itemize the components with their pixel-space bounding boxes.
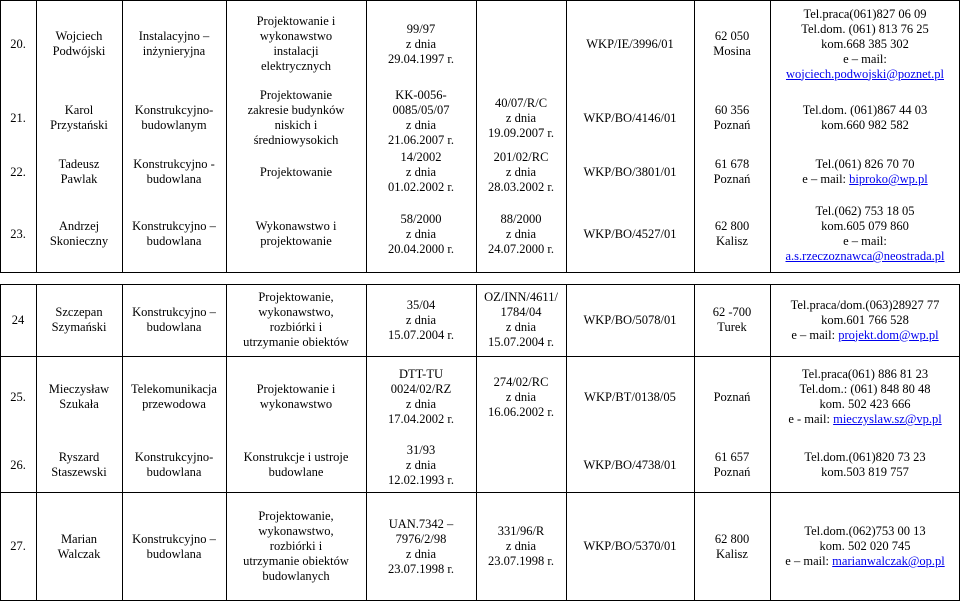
contact-text: kom.503 819 757	[821, 465, 909, 479]
contact-text: Tel.praca(061)827 06 09	[803, 6, 927, 21]
license-decision-line: z dnia	[405, 312, 437, 327]
scope-cell	[226, 196, 366, 272]
appointment-decision-line: 15.07.2004 r.	[488, 335, 554, 349]
appointment-decision-cell	[476, 356, 566, 438]
specialty-line: Konstrukcyjno –	[132, 219, 216, 233]
postal-town-line: Kalisz	[716, 234, 748, 248]
postal-town-line: 61 657	[714, 450, 750, 464]
contact-info-cell	[770, 0, 960, 88]
specialty-cell	[122, 196, 226, 272]
contact-text: Tel.dom.(062)753 00 13	[804, 524, 926, 538]
grid-line	[0, 284, 1, 600]
appointment-decision-line: z dnia	[505, 320, 537, 334]
postal-town-cell	[694, 438, 770, 492]
specialty-line: Konstrukcyjno –	[132, 531, 216, 546]
postal-town-line: Poznań	[713, 465, 751, 479]
license-decision-line: 29.04.1997 r.	[388, 51, 454, 66]
postal-town-line: 62 050	[714, 29, 750, 43]
postal-town-line: Poznań	[713, 172, 751, 186]
license-decision-line: 23.07.1998 r.	[388, 561, 454, 576]
row-number-text: 20.	[10, 36, 26, 51]
expert-name-line: Ryszard	[58, 450, 100, 464]
registration-number-cell	[566, 196, 694, 272]
appointment-decision-cell	[476, 0, 566, 88]
registration-number-cell	[566, 438, 694, 492]
appointment-decision-line: z dnia	[505, 164, 537, 179]
scope-line: utrzymanie obiektów	[243, 554, 349, 568]
expert-name-cell	[36, 356, 122, 438]
license-decision-cell	[366, 148, 476, 196]
scope-cell	[226, 0, 366, 88]
grid-line	[36, 0, 37, 272]
postal-town-line: 60 356	[714, 103, 750, 117]
expert-name-cell	[36, 492, 122, 601]
contact-line	[770, 450, 960, 465]
grid-line	[694, 284, 695, 600]
license-decision-line: z dnia	[405, 226, 437, 241]
contact-text: Tel.dom. (061) 813 76 25	[801, 21, 929, 36]
contact-line	[770, 157, 960, 172]
registration-number-cell	[566, 284, 694, 356]
scope-line: wykonawstwo	[259, 29, 333, 43]
contact-line	[770, 328, 960, 343]
scope-line: utrzymanie obiektów	[243, 335, 349, 349]
appointment-decision-line: 16.06.2002 r.	[488, 404, 554, 419]
specialty-cell	[122, 0, 226, 88]
contact-text: Tel.praca(061) 886 81 23	[801, 367, 929, 381]
grid-line	[0, 356, 960, 357]
contact-line	[770, 37, 960, 52]
license-decision-line: z dnia	[405, 397, 437, 411]
appointment-decision-cell	[476, 284, 566, 356]
contact-info-cell	[770, 492, 960, 601]
scope-line: Konstrukcje i ustroje	[243, 450, 349, 464]
row-number-cell	[0, 356, 36, 438]
scope-line: niskich i	[274, 118, 318, 132]
contact-line	[770, 52, 960, 67]
expert-name-line: Szczepan	[55, 305, 103, 319]
appointment-decision-line: z dnia	[505, 226, 537, 241]
license-decision-line: z dnia	[405, 36, 437, 51]
specialty-cell	[122, 356, 226, 438]
contact-info-cell	[770, 356, 960, 438]
license-decision-line: 31/93	[406, 442, 436, 457]
registration-number-text: WKP/BO/5078/01	[583, 312, 677, 327]
table-row	[0, 492, 960, 601]
grid-line	[122, 284, 123, 600]
expert-name-line: Podwójski	[52, 44, 106, 58]
license-decision-line: z dnia	[405, 118, 437, 132]
row-number-text: 27.	[10, 539, 26, 553]
contact-line	[770, 249, 960, 264]
license-decision-cell	[366, 196, 476, 272]
contact-info-cell	[770, 148, 960, 196]
scope-line: Projektowanie i	[256, 14, 336, 28]
contact-line	[770, 7, 960, 22]
scope-line: wykonawstwo,	[258, 524, 334, 538]
contact-text: e – mail:	[785, 554, 833, 568]
specialty-line: budowlana	[146, 546, 202, 561]
email-link[interactable]: biproko@wp.pl	[849, 172, 928, 186]
scope-line: wykonawstwo,	[258, 305, 334, 319]
contact-text: e – mail:	[791, 327, 839, 342]
registration-number-text: WKP/BO/5370/01	[583, 539, 677, 553]
scope-line: rozbiórki i	[269, 320, 323, 334]
scope-cell	[226, 284, 366, 356]
table-row	[0, 0, 960, 88]
email-link[interactable]: mieczyslaw.sz@vp.pl	[833, 412, 942, 426]
contact-line	[770, 397, 960, 412]
scope-cell	[226, 356, 366, 438]
row-number-cell	[0, 88, 36, 148]
contact-line	[770, 67, 960, 82]
registration-number-cell	[566, 356, 694, 438]
expert-name-line: Szymański	[51, 320, 107, 334]
scope-line: projektowanie	[260, 234, 332, 248]
row-number-text: 26.	[10, 457, 26, 472]
grid-line	[770, 284, 771, 600]
contact-info-cell	[770, 438, 960, 492]
license-decision-line: 21.06.2007 r.	[388, 133, 454, 147]
appointment-decision-line: 23.07.1998 r.	[488, 554, 554, 568]
contact-text: kom. 502 423 666	[819, 397, 911, 411]
grid-line	[122, 0, 123, 272]
license-decision-line: UAN.7342 –	[388, 516, 454, 531]
contact-line	[770, 204, 960, 219]
appointment-decision-line: 1784/04	[500, 305, 542, 319]
contact-text: kom. 502 020 745	[819, 539, 911, 553]
row-number-cell	[0, 438, 36, 492]
scope-line: Wykonawstwo i	[255, 219, 337, 233]
scope-line: budowlane	[268, 465, 324, 479]
specialty-line: Konstrukcyjno-	[134, 103, 214, 117]
email-link[interactable]: a.s.rzeczoznawca@neostrada.pl	[785, 249, 945, 263]
expert-name-line: Szukała	[59, 397, 99, 411]
appointment-decision-line: z dnia	[505, 389, 537, 404]
row-number-text: 24	[11, 312, 25, 327]
appointment-decision-line: 40/07/R/C	[494, 95, 548, 110]
grid-line	[0, 0, 1, 272]
row-number-cell	[0, 196, 36, 272]
appointment-decision-line: 24.07.2000 r.	[488, 241, 554, 256]
license-decision-line: z dnia	[405, 457, 437, 472]
appointment-decision-line: 201/02/RC	[493, 149, 549, 164]
contact-text: kom.668 385 302	[821, 36, 909, 51]
expert-name-line: Pawlak	[60, 172, 98, 186]
registration-number-cell	[566, 492, 694, 601]
contact-line	[770, 382, 960, 397]
scope-line: Projektowanie	[259, 88, 333, 102]
grid-line	[476, 284, 477, 600]
postal-town-cell	[694, 88, 770, 148]
scope-line: Projektowanie,	[258, 290, 334, 304]
scope-cell	[226, 148, 366, 196]
expert-name-cell	[36, 0, 122, 88]
license-decision-line: z dnia	[405, 546, 437, 561]
contact-line	[770, 412, 960, 427]
specialty-line: budowlanym	[141, 118, 207, 132]
appointment-decision-line: 331/96/R	[497, 524, 545, 538]
grid-line	[694, 0, 695, 272]
postal-town-line: Mosina	[713, 44, 751, 58]
license-decision-cell	[366, 284, 476, 356]
registration-number-text: WKP/IE/3996/01	[586, 36, 674, 51]
contact-text: e - mail:	[788, 412, 834, 426]
appointment-decision-cell	[476, 148, 566, 196]
specialty-line: Instalacyjno –	[138, 29, 210, 43]
specialty-cell	[122, 88, 226, 148]
table-row	[0, 148, 960, 196]
license-decision-line: 35/04	[406, 297, 436, 312]
license-decision-line: 0085/05/07	[392, 103, 450, 117]
grid-line	[226, 284, 227, 600]
specialty-line: Konstrukcyjno -	[133, 157, 215, 171]
contact-line	[770, 524, 960, 539]
appointment-decision-cell	[476, 88, 566, 148]
row-number-cell	[0, 284, 36, 356]
row-number-text: 21.	[10, 110, 26, 125]
scope-line: Projektowanie	[259, 164, 333, 179]
license-decision-line: 14/2002	[400, 149, 442, 164]
expert-name-line: Marian	[60, 531, 98, 546]
registration-number-text: WKP/BO/4738/01	[583, 457, 677, 472]
registration-number-text: WKP/BO/4146/01	[583, 110, 677, 125]
expert-name-line: Mieczysław	[48, 382, 110, 396]
specialty-cell	[122, 438, 226, 492]
grid-line	[36, 284, 37, 600]
contact-line	[770, 22, 960, 37]
email-link[interactable]: projekt.dom@wp.pl	[838, 327, 939, 342]
specialty-line: budowlana	[146, 172, 202, 186]
license-decision-line: 01.02.2002 r.	[388, 179, 454, 194]
scope-line: instalacji	[273, 44, 319, 58]
scope-line: Projektowanie,	[258, 509, 334, 523]
license-decision-cell	[366, 356, 476, 438]
postal-town-cell	[694, 356, 770, 438]
email-link[interactable]: marianwalczak@op.pl	[832, 554, 945, 568]
row-number-cell	[0, 0, 36, 88]
license-decision-line: 7976/2/98	[395, 531, 447, 546]
scope-line: wykonawstwo	[259, 397, 333, 411]
postal-town-cell	[694, 492, 770, 601]
appointment-decision-line: z dnia	[505, 110, 537, 125]
table-row	[0, 438, 960, 492]
grid-line	[476, 0, 477, 272]
license-decision-line: DTT-TU	[399, 367, 443, 381]
contact-info-cell	[770, 196, 960, 272]
license-decision-line: 58/2000	[400, 211, 442, 226]
contact-text: Tel.dom.: (061) 848 80 48	[799, 382, 931, 396]
contact-text: Tel.praca/dom.(063)28927 77	[790, 297, 940, 312]
grid-line	[0, 272, 960, 273]
postal-town-line: 62 -700	[712, 305, 752, 319]
grid-line	[566, 0, 567, 272]
expert-name-cell	[36, 438, 122, 492]
specialty-line: Konstrukcyjno-	[134, 450, 214, 464]
contact-line	[770, 465, 960, 480]
row-number-text: 25.	[10, 389, 26, 404]
table-row	[0, 88, 960, 148]
specialty-line: Telekomunikacja	[131, 382, 217, 396]
license-decision-line: 99/97	[406, 21, 436, 36]
license-decision-line: 12.02.1993 r.	[388, 472, 454, 487]
specialty-line: Konstrukcyjno –	[132, 305, 216, 319]
registration-number-text: WKP/BT/0138/05	[584, 389, 676, 404]
postal-town-line: Poznań	[713, 118, 751, 132]
grid-line	[0, 0, 960, 1]
contact-line	[770, 118, 960, 133]
scope-cell	[226, 88, 366, 148]
registration-number-cell	[566, 0, 694, 88]
grid-line	[0, 492, 960, 493]
registration-number-text: WKP/BO/4527/01	[583, 226, 677, 241]
appointment-decision-cell	[476, 196, 566, 272]
contact-line	[770, 172, 960, 187]
license-decision-line: 0024/02/RZ	[390, 382, 452, 396]
postal-town-cell	[694, 0, 770, 88]
grid-line	[366, 0, 367, 272]
postal-town-cell	[694, 284, 770, 356]
specialty-line: budowlana	[146, 234, 202, 248]
license-decision-line: 17.04.2002 r.	[388, 412, 454, 426]
contact-text: e – mail:	[843, 234, 887, 248]
appointment-decision-cell	[476, 438, 566, 492]
specialty-line: przewodowa	[142, 397, 206, 411]
expert-name-line: Przystański	[50, 118, 108, 132]
contact-text: kom.605 079 860	[821, 219, 909, 233]
expert-name-cell	[36, 196, 122, 272]
appointment-decision-line: 28.03.2002 r.	[488, 179, 554, 194]
postal-town-line: Turek	[717, 320, 747, 334]
specialty-cell	[122, 492, 226, 601]
scope-line: elektrycznych	[260, 59, 332, 73]
postal-town-line: 62 800	[714, 219, 750, 233]
grid-line	[566, 284, 567, 600]
email-link[interactable]: wojciech.podwojski@poznet.pl	[785, 66, 944, 81]
registration-number-text: WKP/BO/3801/01	[583, 164, 677, 179]
expert-name-line: Walczak	[57, 546, 101, 561]
contact-info-cell	[770, 284, 960, 356]
scope-line: rozbiórki i	[269, 539, 323, 553]
license-decision-line: 15.07.2004 r.	[388, 327, 454, 342]
scope-line: średniowysokich	[253, 133, 339, 147]
contact-text: kom.660 982 582	[821, 118, 909, 132]
specialty-line: budowlana	[146, 465, 202, 479]
scope-cell	[226, 492, 366, 601]
contact-text: e – mail:	[802, 172, 850, 186]
expert-name-cell	[36, 284, 122, 356]
expert-name-line: Wojciech	[55, 29, 103, 43]
row-number-text: 22.	[10, 164, 26, 179]
row-number-cell	[0, 492, 36, 601]
contact-text: Tel.(061) 826 70 70	[815, 157, 915, 171]
appointment-decision-line: 274/02/RC	[493, 374, 549, 389]
specialty-cell	[122, 148, 226, 196]
expert-name-cell	[36, 88, 122, 148]
appointment-decision-line: 88/2000	[500, 211, 542, 226]
row-number-text: 23.	[10, 226, 26, 241]
scope-line: budowlanych	[262, 569, 330, 583]
contact-text: e – mail:	[843, 51, 887, 66]
scope-line: Projektowanie i	[256, 382, 336, 396]
expert-name-line: Skonieczny	[49, 234, 109, 248]
postal-town-cell	[694, 148, 770, 196]
contact-line	[770, 219, 960, 234]
expert-name-line: Karol	[64, 103, 94, 117]
specialty-line: inżynieryjna	[142, 44, 206, 58]
contact-line	[770, 103, 960, 118]
postal-town-line: 62 800	[714, 531, 750, 546]
license-decision-line: 20.04.2000 r.	[388, 241, 454, 256]
grid-line	[366, 284, 367, 600]
license-decision-cell	[366, 492, 476, 601]
appointment-decision-line: 19.09.2007 r.	[488, 125, 554, 140]
license-decision-cell	[366, 0, 476, 88]
contact-line	[770, 298, 960, 313]
postal-town-line: Poznań	[713, 389, 751, 404]
contact-text: Tel.(062) 753 18 05	[815, 204, 915, 218]
contact-line	[770, 234, 960, 249]
grid-line	[226, 0, 227, 272]
appointment-decision-cell	[476, 492, 566, 601]
row-number-cell	[0, 148, 36, 196]
license-decision-cell	[366, 438, 476, 492]
contact-line	[770, 554, 960, 569]
expert-name-line: Andrzej	[58, 219, 100, 233]
specialty-cell	[122, 284, 226, 356]
expert-name-line: Tadeusz	[58, 157, 100, 171]
table-row	[0, 356, 960, 438]
contact-text: Tel.dom. (061)867 44 03	[802, 103, 928, 117]
table-row	[0, 196, 960, 272]
contact-info-cell	[770, 88, 960, 148]
contact-line	[770, 367, 960, 382]
postal-town-line: Kalisz	[716, 546, 748, 561]
contact-text: kom.601 766 528	[821, 312, 909, 327]
grid-line	[770, 0, 771, 272]
contact-line	[770, 539, 960, 554]
appointment-decision-line: OZ/INN/4611/	[484, 290, 558, 304]
license-decision-line: z dnia	[405, 164, 437, 179]
license-decision-cell	[366, 88, 476, 148]
expert-name-cell	[36, 148, 122, 196]
postal-town-line: 61 678	[714, 157, 750, 171]
specialty-line: budowlana	[146, 320, 202, 334]
expert-name-line: Staszewski	[51, 465, 107, 479]
contact-line	[770, 313, 960, 328]
license-decision-line: KK-0056-	[395, 88, 447, 102]
registration-number-cell	[566, 148, 694, 196]
contact-text: Tel.dom.(061)820 73 23	[804, 450, 926, 464]
registration-number-cell	[566, 88, 694, 148]
table-row	[0, 284, 960, 356]
postal-town-cell	[694, 196, 770, 272]
scope-cell	[226, 438, 366, 492]
grid-line	[0, 284, 960, 285]
scope-line: zakresie budynków	[247, 103, 345, 117]
appointment-decision-line: z dnia	[505, 539, 537, 553]
